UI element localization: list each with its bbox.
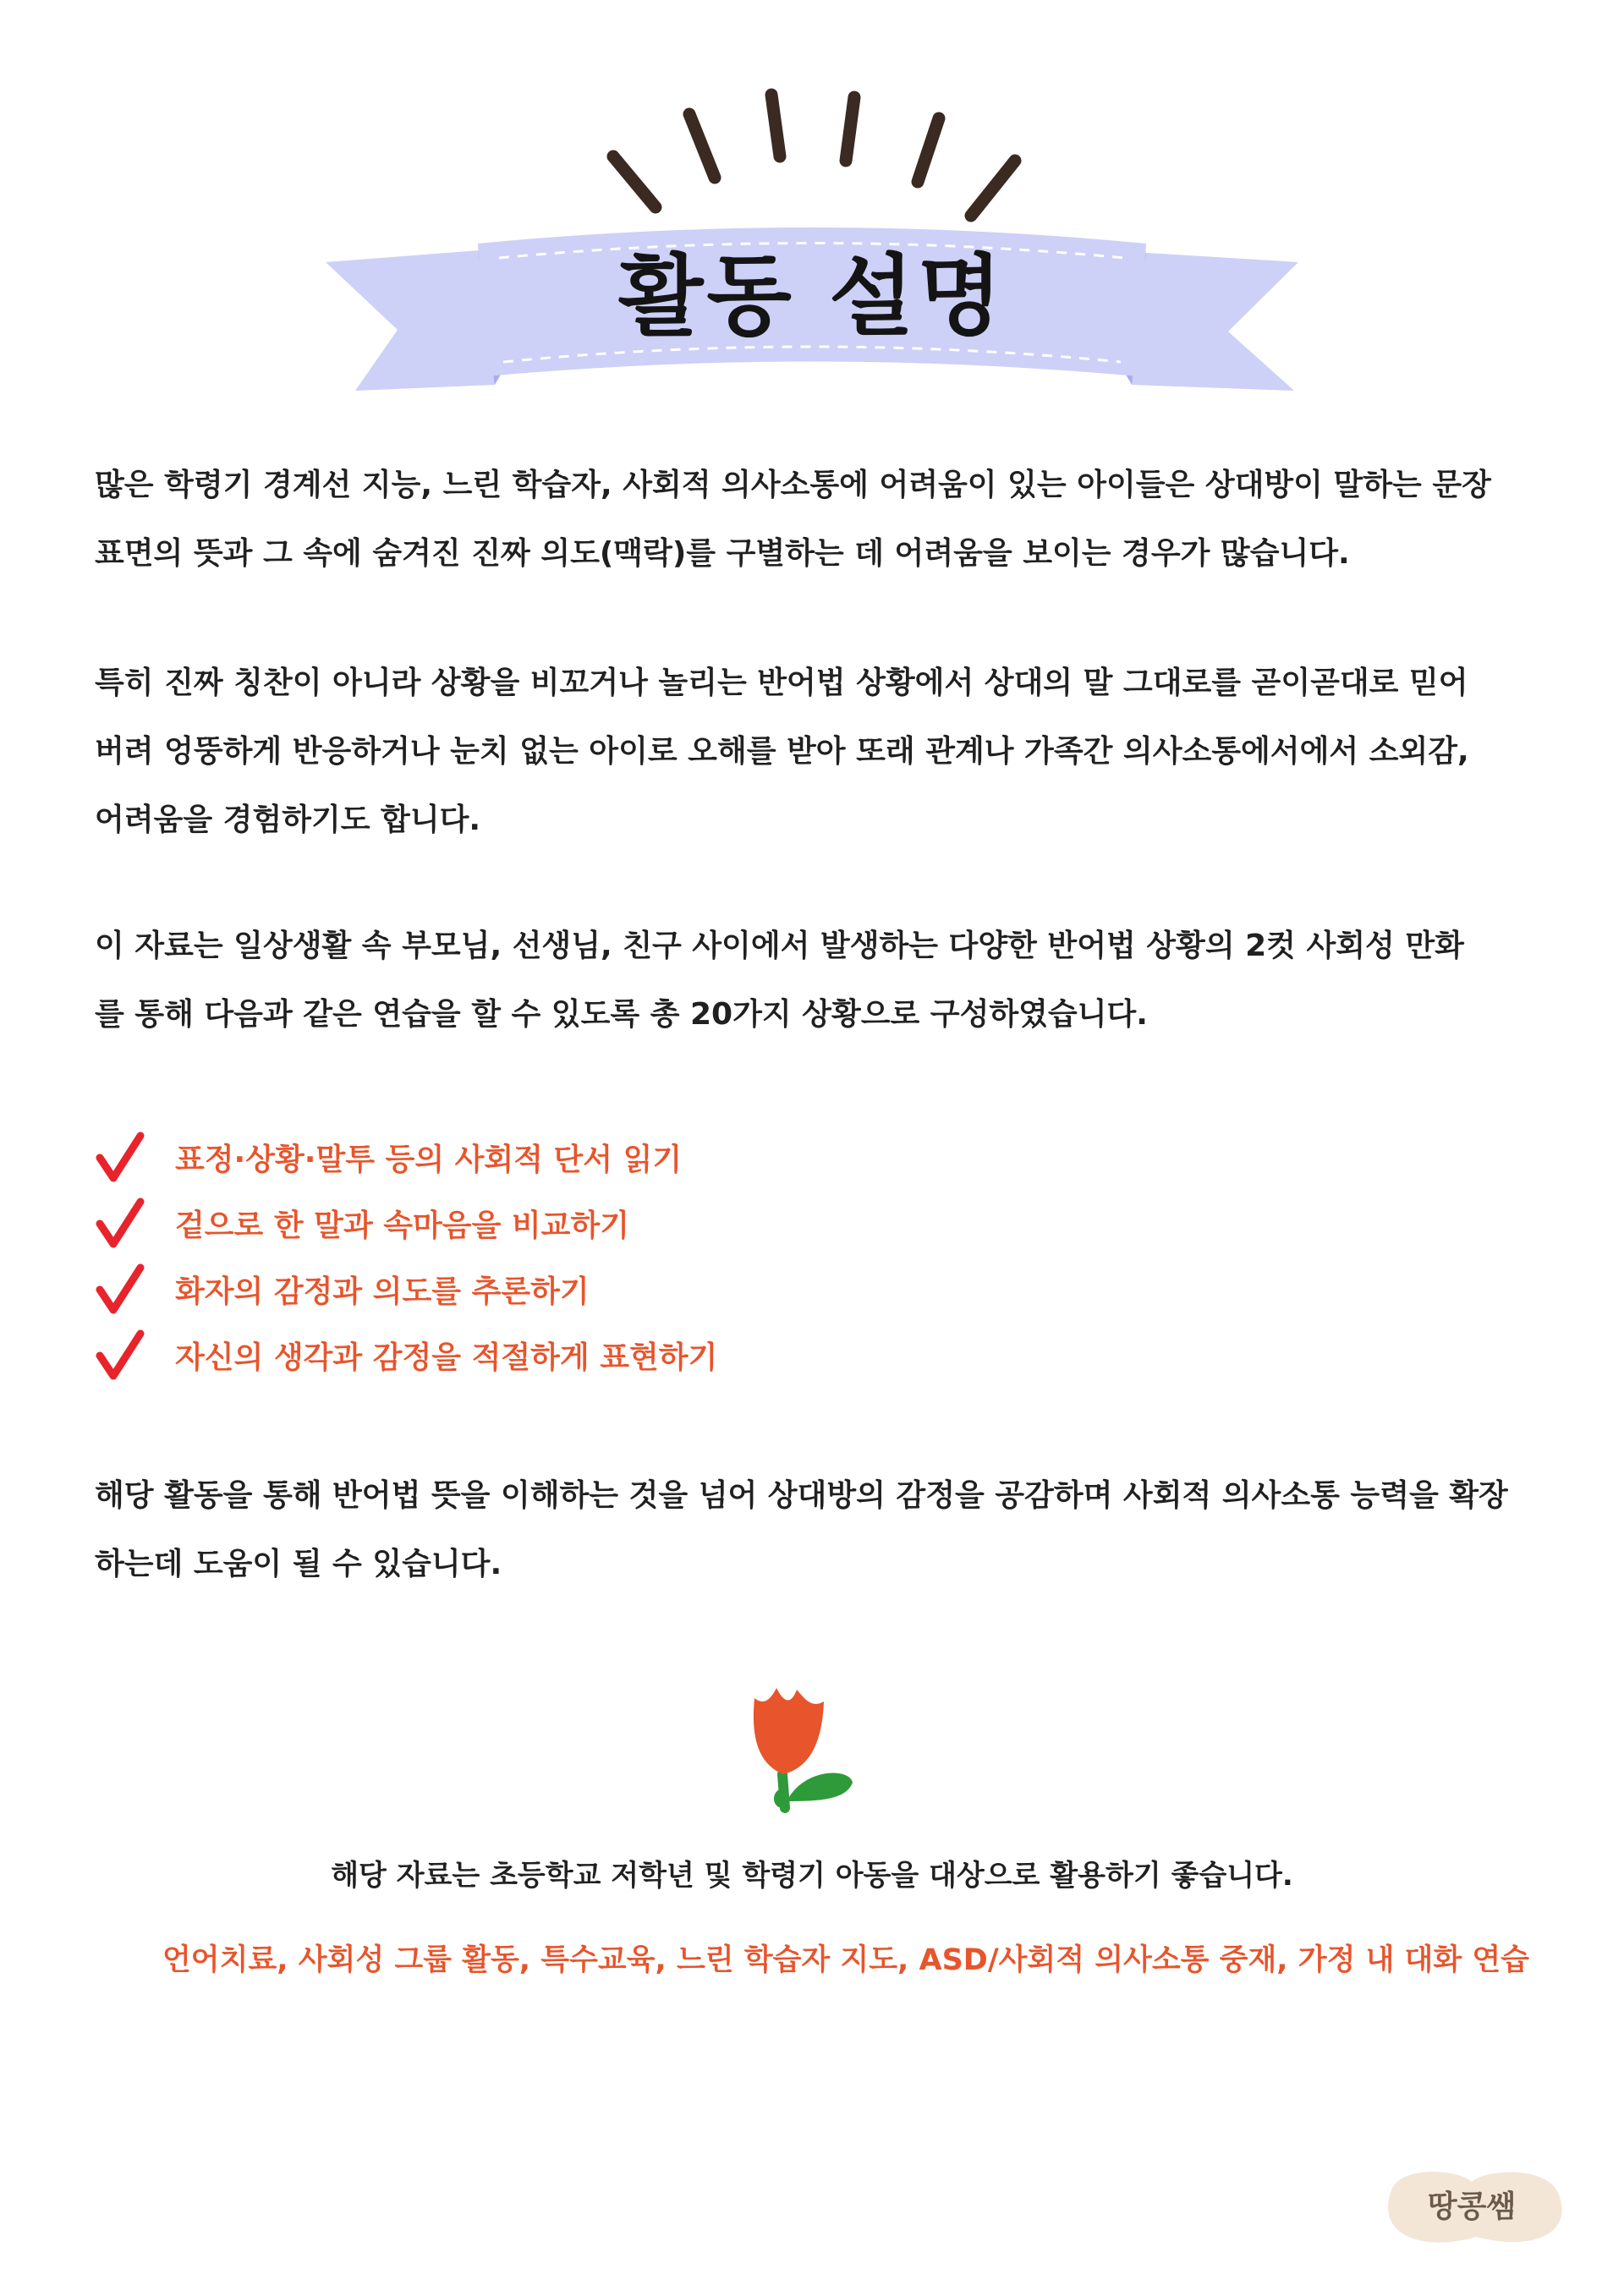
- checkmark-icon: [95, 1195, 145, 1254]
- checklist-label: 겉으로 한 말과 속마음을 비교하기: [175, 1208, 629, 1243]
- checklist-item: [95, 1327, 1110, 1395]
- checkmark-icon: [95, 1327, 145, 1386]
- conclusion-line: 해당 활동을 통해 반어법 뜻을 이해하는 것을 넘어 상대방의 감정을 공감하며 사회적 의사소통 능력을 확장: [95, 1478, 1508, 1513]
- page-title: 활동 설명: [617, 244, 1007, 348]
- intro-line: 표면의 뜻과 그 속에 숨겨진 진짜 의도(맥락)를 구별하는 데 어려움을 보이는 경우가 많습니다.: [95, 536, 1350, 571]
- difficulty-line: 특히 진짜 칭찬이 아니라 상황을 비꼬거나 놀리는 반어법 상황에서 상대의 말 그대로를 곧이곧대로 믿어: [95, 666, 1468, 700]
- sunburst-rays: [613, 95, 1015, 216]
- intro-line: 많은 학령기 경계선 지능, 느린 학습자, 사회적 의사소통에 어려움이 있는 아이들은 상대방이 말하는 문장: [95, 468, 1491, 502]
- material-paragraph: [95, 912, 1541, 1049]
- checklist-item: [95, 1261, 1110, 1329]
- checklist-item: [95, 1129, 1110, 1197]
- conclusion-paragraph: [95, 1461, 1541, 1598]
- checklist-label: 화자의 감정과 의도를 추론하기: [175, 1274, 590, 1309]
- checklist-label: 자신의 생각과 감정을 적절하게 표현하기: [175, 1340, 718, 1375]
- checkmark-icon: [95, 1261, 145, 1320]
- checklist-item: [95, 1195, 1110, 1263]
- brand-logo: [1366, 2152, 1577, 2262]
- use-cases: 언어치료, 사회성 그룹 활동, 특수교육, 느린 학습자 지도, ASD/사회적 의사소통 중재, 가정 내 대화 연습: [162, 1943, 1529, 1977]
- tulip-icon: [744, 1683, 871, 1818]
- intro-paragraph: [95, 451, 1541, 588]
- difficulty-line: 버려 엉뚱하게 반응하거나 눈치 없는 아이로 오해를 받아 또래 관계나 가족간 의사소통에서에서 소외감,: [95, 734, 1469, 769]
- conclusion-line: 하는데 도움이 될 수 있습니다.: [95, 1547, 502, 1581]
- audience-note: 해당 자료는 초등학교 저학년 및 학령기 아동을 대상으로 활용하기 좋습니다.: [331, 1859, 1293, 1893]
- checklist-label: 표정·상황·말투 등의 사회적 단서 읽기: [175, 1143, 683, 1177]
- header-banner: [0, 0, 1624, 440]
- material-line: 를 통해 다음과 같은 연습을 할 수 있도록 총 20가지 상황으로 구성하였습니다.: [95, 997, 1148, 1032]
- difficulty-paragraph: [95, 649, 1541, 854]
- difficulty-line: 어려움을 경험하기도 합니다.: [95, 803, 481, 837]
- checkmark-icon: [95, 1129, 145, 1188]
- material-line: 이 자료는 일상생활 속 부모님, 선생님, 친구 사이에서 발생하는 다양한 반어법 상황의 2컷 사회성 만화: [95, 929, 1464, 963]
- brand-name: 땅콩쌤: [1427, 2189, 1517, 2224]
